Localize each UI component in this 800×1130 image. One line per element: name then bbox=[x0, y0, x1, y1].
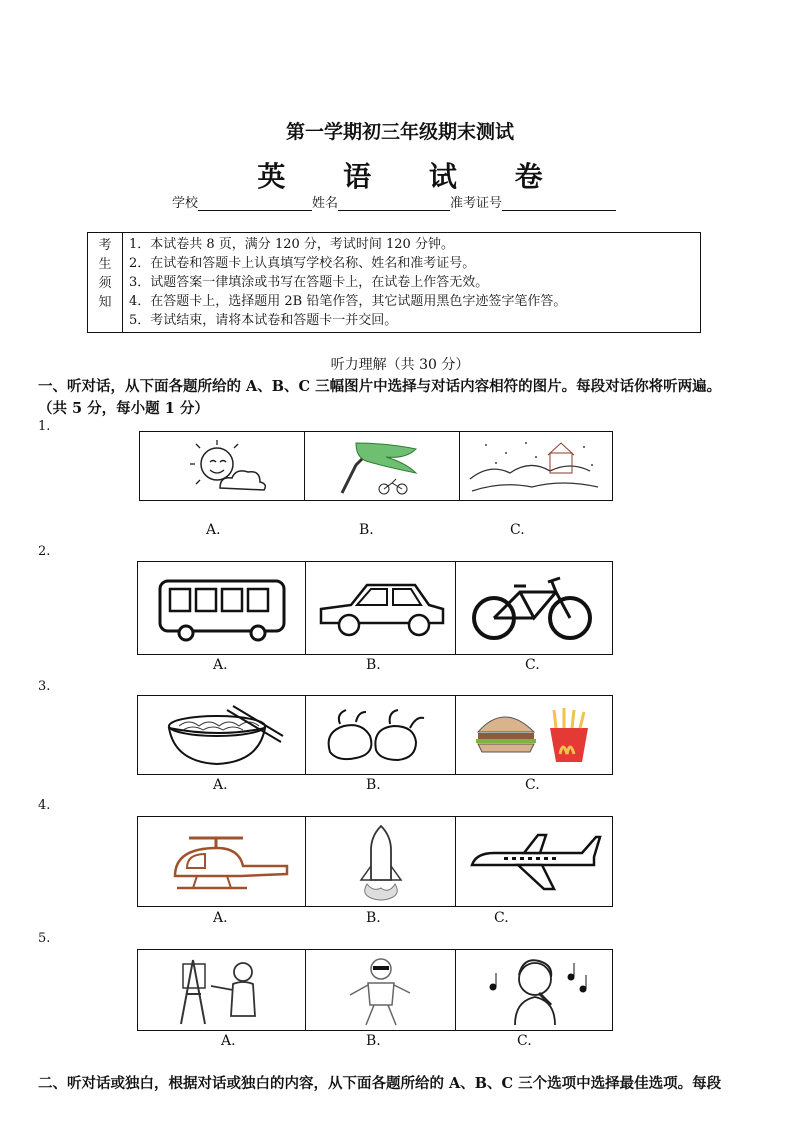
singer-picture[interactable] bbox=[456, 950, 612, 1030]
chicken-picture[interactable] bbox=[306, 696, 456, 774]
singer-icon bbox=[469, 953, 599, 1027]
option-c[interactable]: C. bbox=[525, 777, 540, 793]
exam-number-blank[interactable] bbox=[502, 196, 616, 211]
option-c[interactable]: C. bbox=[510, 522, 525, 538]
notice-item: 1．本试卷共 8 页，满分 120 分，考试时间 120 分钟。 bbox=[129, 237, 454, 252]
option-a[interactable]: A. bbox=[221, 1033, 236, 1049]
option-c[interactable]: C. bbox=[525, 657, 540, 673]
tree-bicycle-icon bbox=[322, 435, 442, 497]
section2-instruction: 二、听对话或独白，根据对话或独白的内容，从下面各题所给的 A、B、C 三个选项中选择最佳选项。每段 bbox=[38, 1075, 722, 1092]
option-c[interactable]: C. bbox=[517, 1033, 532, 1049]
option-b[interactable]: B. bbox=[366, 777, 381, 793]
option-a[interactable]: A. bbox=[213, 777, 228, 793]
option-b[interactable]: B. bbox=[366, 1033, 381, 1049]
option-a[interactable]: A. bbox=[213, 910, 228, 926]
exam-notice-table bbox=[87, 232, 701, 333]
notice-items bbox=[123, 233, 701, 333]
rocket-icon bbox=[351, 822, 411, 902]
snow-scene-icon bbox=[466, 435, 606, 497]
noodles-bowl-icon bbox=[157, 702, 287, 768]
bicycle-icon bbox=[464, 572, 604, 644]
question-number: 2. bbox=[38, 544, 51, 559]
dancer-picture[interactable] bbox=[306, 950, 456, 1030]
notice-heading-char: 考 bbox=[98, 238, 112, 253]
exam-subtitle: 英 语 试 卷 bbox=[257, 160, 567, 193]
bicycle-picture[interactable] bbox=[456, 562, 612, 654]
school-blank[interactable] bbox=[198, 196, 312, 211]
notice-heading bbox=[88, 233, 123, 333]
helicopter-icon bbox=[147, 824, 297, 900]
question-number: 1. bbox=[38, 419, 51, 434]
helicopter-picture[interactable] bbox=[138, 817, 306, 906]
notice-item: 5．考试结束，请将本试卷和答题卡一并交回。 bbox=[129, 313, 398, 328]
bus-picture[interactable] bbox=[138, 562, 306, 654]
notice-item: 2．在试卷和答题卡上认真填写学校名称、姓名和准考证号。 bbox=[129, 256, 476, 271]
snowy-village-picture[interactable] bbox=[460, 432, 612, 500]
name-blank[interactable] bbox=[338, 196, 450, 211]
question-1-pictures bbox=[139, 431, 613, 501]
airplane-picture[interactable] bbox=[456, 817, 612, 906]
dancer-icon bbox=[336, 953, 426, 1027]
noodles-picture[interactable] bbox=[138, 696, 306, 774]
question-4-pictures bbox=[137, 816, 613, 907]
airplane-icon bbox=[464, 827, 604, 897]
bus-icon bbox=[152, 573, 292, 643]
option-a[interactable]: A. bbox=[206, 522, 221, 538]
option-b[interactable]: B. bbox=[366, 657, 381, 673]
sun-cloud-picture[interactable] bbox=[140, 432, 305, 500]
section1-instruction: 一、听对话，从下面各题所给的 A、B、C 三幅图片中选择与对话内容相符的图片。每段对话你将听两遍。 bbox=[38, 378, 722, 395]
notice-heading-char: 须 bbox=[98, 276, 112, 291]
notice-item: 4．在答题卡上，选择题用 2B 铅笔作答，其它试题用黑色字迹签字笔作答。 bbox=[129, 294, 567, 309]
rocket-picture[interactable] bbox=[306, 817, 456, 906]
listening-section-title: 听力理解（共 30 分） bbox=[330, 357, 470, 373]
notice-item: 3．试题答案一律填涂或书写在答题卡上，在试卷上作答无效。 bbox=[129, 275, 489, 290]
car-picture[interactable] bbox=[306, 562, 456, 654]
question-2-pictures bbox=[137, 561, 613, 655]
hamburger-fries-icon bbox=[464, 702, 604, 768]
painter-picture[interactable] bbox=[138, 950, 306, 1030]
section1-score-note: （共 5 分，每小题 1 分） bbox=[38, 400, 209, 417]
question-5-pictures bbox=[137, 949, 613, 1031]
student-info-fields bbox=[172, 192, 616, 211]
hamburger-picture[interactable] bbox=[456, 696, 612, 774]
roast-chicken-icon bbox=[316, 702, 446, 768]
sun-cloud-icon bbox=[162, 436, 282, 496]
exam-title: 第一学期初三年级期末测试 bbox=[285, 121, 514, 143]
name-label: 姓名 bbox=[312, 196, 339, 211]
painter-icon bbox=[167, 954, 277, 1026]
question-3-pictures bbox=[137, 695, 613, 775]
option-b[interactable]: B. bbox=[359, 522, 374, 538]
option-a[interactable]: A. bbox=[213, 657, 228, 673]
windy-tree-picture[interactable] bbox=[305, 432, 460, 500]
car-icon bbox=[311, 573, 451, 643]
notice-heading-char: 生 bbox=[98, 257, 112, 272]
question-number: 5. bbox=[38, 931, 51, 946]
exam-number-label: 准考证号 bbox=[450, 196, 503, 211]
option-b[interactable]: B. bbox=[366, 910, 381, 926]
option-c[interactable]: C. bbox=[494, 910, 509, 926]
school-label: 学校 bbox=[172, 196, 199, 211]
question-number: 4. bbox=[38, 798, 51, 813]
question-number: 3. bbox=[38, 679, 51, 694]
notice-heading-char: 知 bbox=[98, 295, 112, 310]
